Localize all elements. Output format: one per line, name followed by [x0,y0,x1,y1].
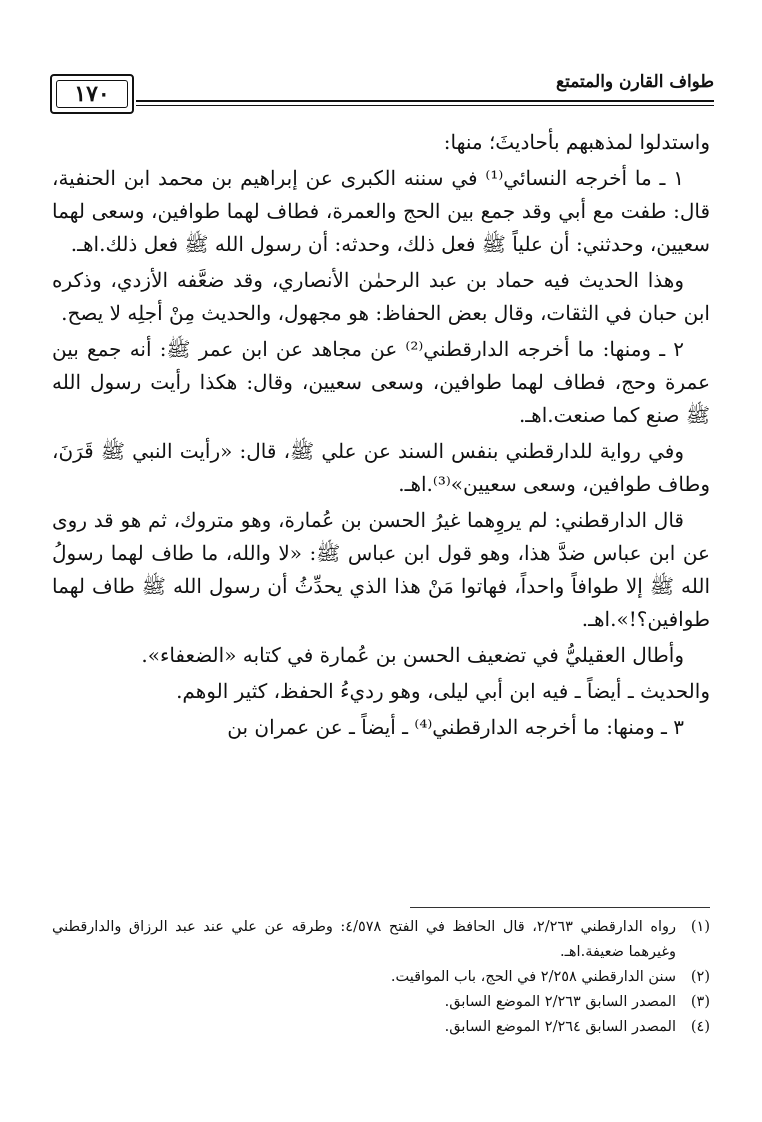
paragraph: واستدلوا لمذهبهم بأحاديثَ؛ منها: [443,130,710,154]
footnote [52,1015,710,1040]
paragraph: وهذا الحديث فيه حماد بن عبد الرحمٰن الأنصاري، وقد ضعَّفه الأزدي، وذكره ابن حبان في الثقات، وقال بعض الحفاظ: هو مجهول، والحديث مِنْ أجلِه لا يصح. [52,268,710,325]
running-title: طواف القارن والمتمتع [556,72,714,92]
main-text [52,126,710,747]
footnote-text: سنن الدارقطني ٢/٢٥٨ في الحج، باب المواقيت. [390,969,676,985]
footnote-text: المصدر السابق ٢/٢٦٤ الموضع السابق. [444,1019,676,1035]
paragraph: والحديث ـ أيضاً ـ فيه ابن أبي ليلى، وهو رديءُ الحفظ، كثير الوهم. [176,679,710,703]
page-number: ١٧٠ [56,80,128,108]
footnote-text: رواه الدارقطني ٢/٢٦٣، قال الحافظ في الفتح ٤/٥٧٨: وطرقه عن علي عند عبد الرزاق والدارقطني وغيرهما ضعيفة.اهـ. [52,919,676,960]
paragraph: ٢ ـ ومنها: ما أخرجه الدارقطني⁽²⁾ عن مجاهد عن ابن عمر ﷺ: أنه جمع بين عمرة وحج، فطاف لهما طوافين، وسعى سعيين، وقال: هكذا رأيت رسول الله ﷺ صنع كما صنعت.اهـ. [52,337,710,427]
footnote [52,965,710,990]
footnote-number: (٤) [690,1019,710,1035]
paragraph: وفي رواية للدارقطني بنفس السند عن علي ﷺ، قال: «رأيت النبي ﷺ قَرَنَ، وطاف طوافين، وسعى سعيين»⁽³⁾.اهـ. [52,439,710,496]
footnote [52,915,710,965]
footnote-number: (١) [690,919,710,935]
footnotes [52,915,710,1040]
footnote-number: (٢) [690,969,710,985]
footnote-text: المصدر السابق ٢/٢٦٣ الموضع السابق. [444,994,676,1010]
page-header [50,70,714,120]
paragraph: ٣ ـ ومنها: ما أخرجه الدارقطني⁽⁴⁾ ـ أيضاً ـ عن عمران بن [227,715,684,739]
paragraph: وأطال العقيليُّ في تضعيف الحسن بن عُمارة في كتابه «الضعفاء». [141,643,684,667]
footnote [52,990,710,1015]
header-rule-thin [136,105,714,106]
footnote-number: (٣) [690,994,710,1010]
header-rule [136,100,714,102]
paragraph: ١ ـ ما أخرجه النسائي⁽¹⁾ في سننه الكبرى عن إبراهيم بن محمد ابن الحنفية، قال: طفت مع أبي وقد جمع بين الحج والعمرة، فطاف لهما طوافين، وسعى لهما سعيين، وحدثني: أن علياً ﷺ فعل ذلك، وحدثه: أن رسول الله ﷺ فعل ذلك.اهـ. [52,166,710,256]
page-number-frame [50,74,134,114]
footnote-separator [410,907,710,908]
paragraph: قال الدارقطني: لم يروِهما غيرُ الحسن بن عُمارة، وهو متروك، ثم هو قد روى عن ابن عباس ضدَّ هذا، وهو قول ابن عباس ﷺ: «لا والله، ما طاف لهما رسولُ الله ﷺ إلا طوافاً واحداً، فهاتوا مَنْ هذا الذي يحدِّثُ أن رسول الله ﷺ طاف لهما طوافين؟!».اهـ. [52,508,710,631]
